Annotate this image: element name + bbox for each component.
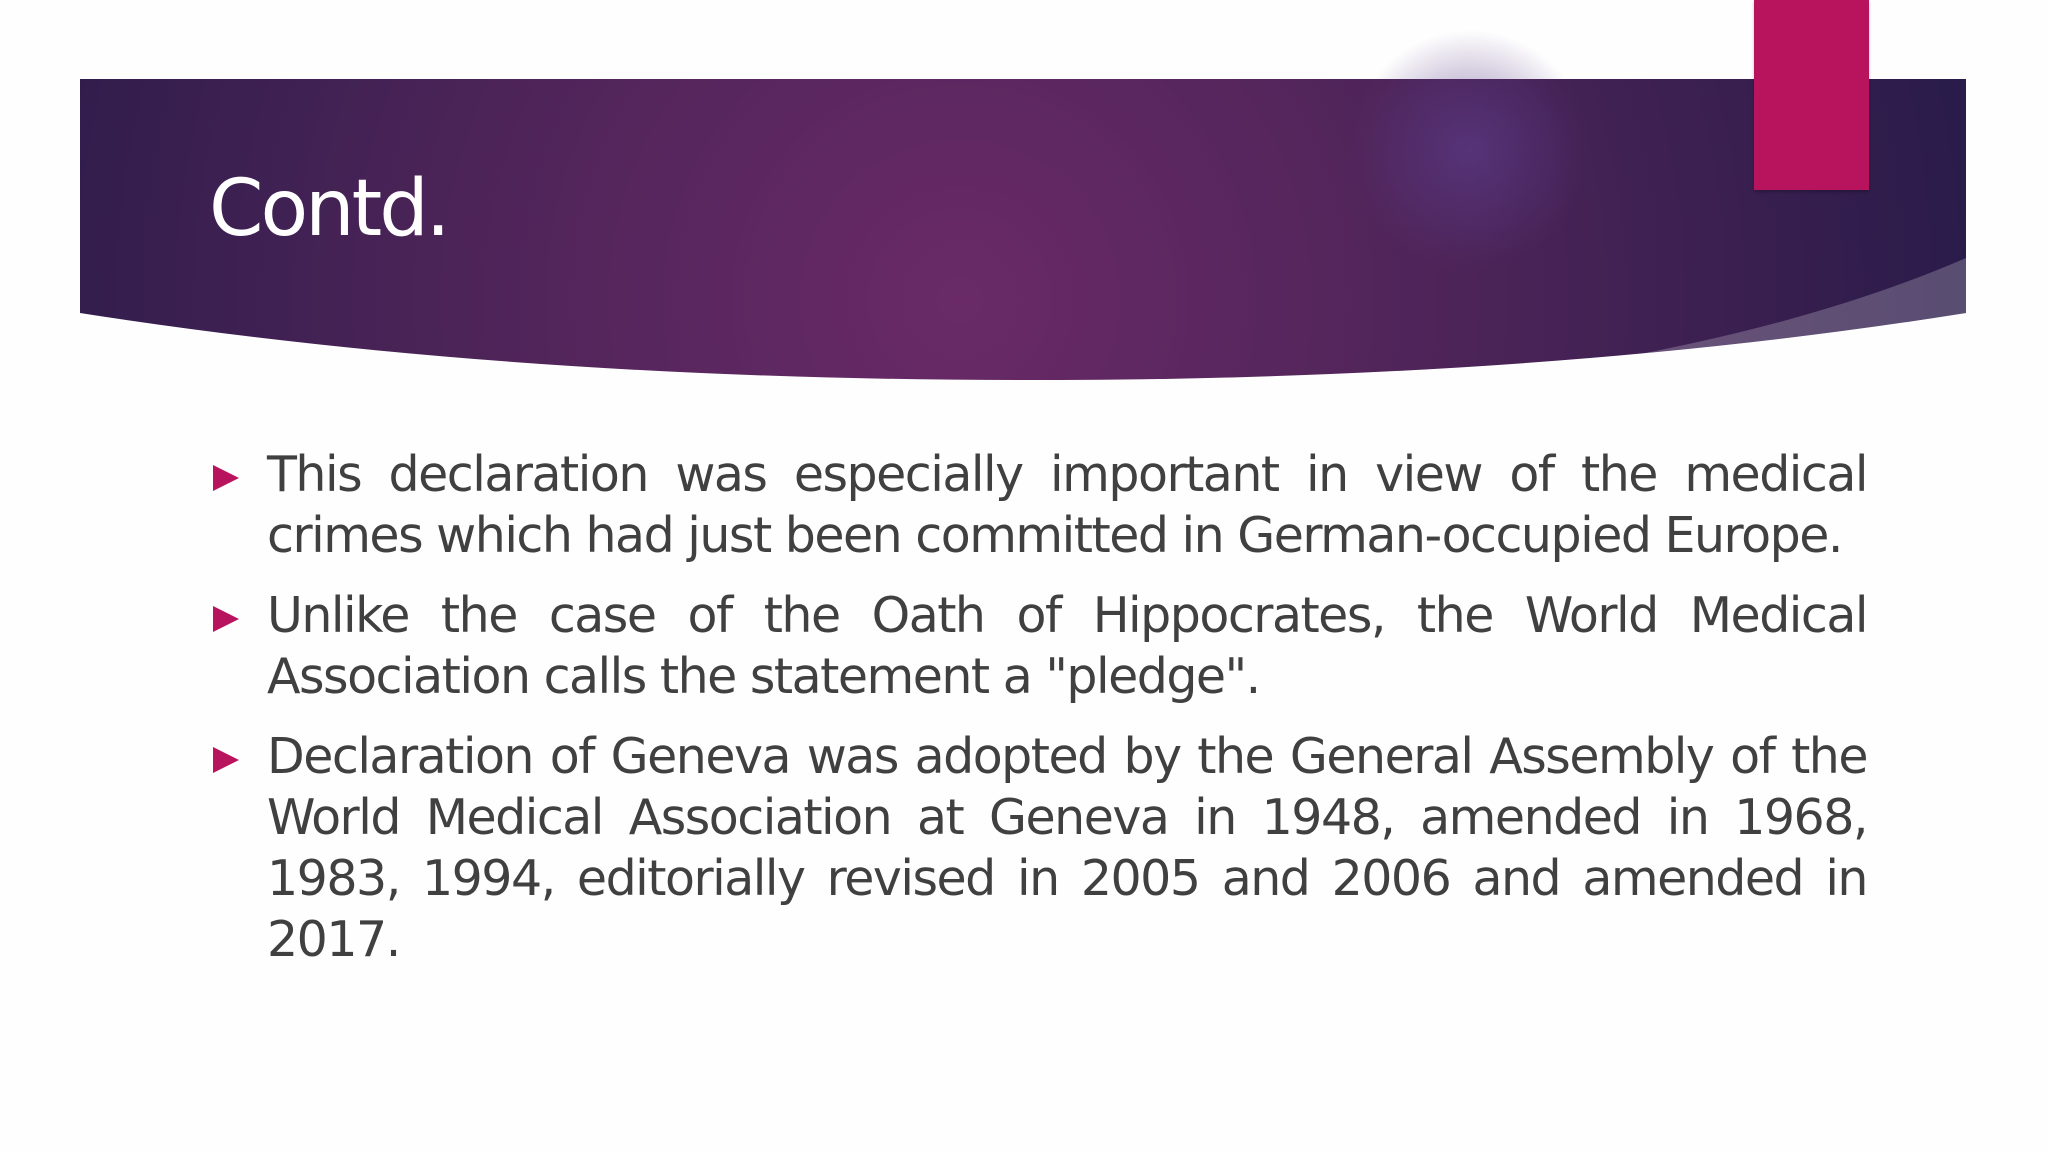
accent-tab: [1754, 0, 1869, 190]
bullet-item: [210, 444, 1867, 566]
triangle-right-icon: [213, 747, 239, 773]
banner-glow: [1350, 30, 1590, 270]
bullet-item: [210, 585, 1867, 707]
bullet-text: This declaration was especially important in view of the medical crimes which had just been committed in German-occupied Europe.: [267, 446, 1867, 564]
triangle-right-icon: [213, 465, 239, 491]
slide-title: Contd.: [209, 164, 448, 254]
bullet-text: Unlike the case of the Oath of Hippocrates, the World Medical Association calls the statement a "pledge".: [267, 587, 1867, 705]
bullet-item: [210, 726, 1867, 970]
bullet-text: Declaration of Geneva was adopted by the General Assembly of the World Medical Association at Geneva in 1948, amended in 1968, 1983, 1994, editorially revised in 2005 and 2006 and amended in 2017.: [267, 728, 1867, 968]
triangle-right-icon: [213, 606, 239, 632]
bullet-list: [210, 444, 1867, 989]
